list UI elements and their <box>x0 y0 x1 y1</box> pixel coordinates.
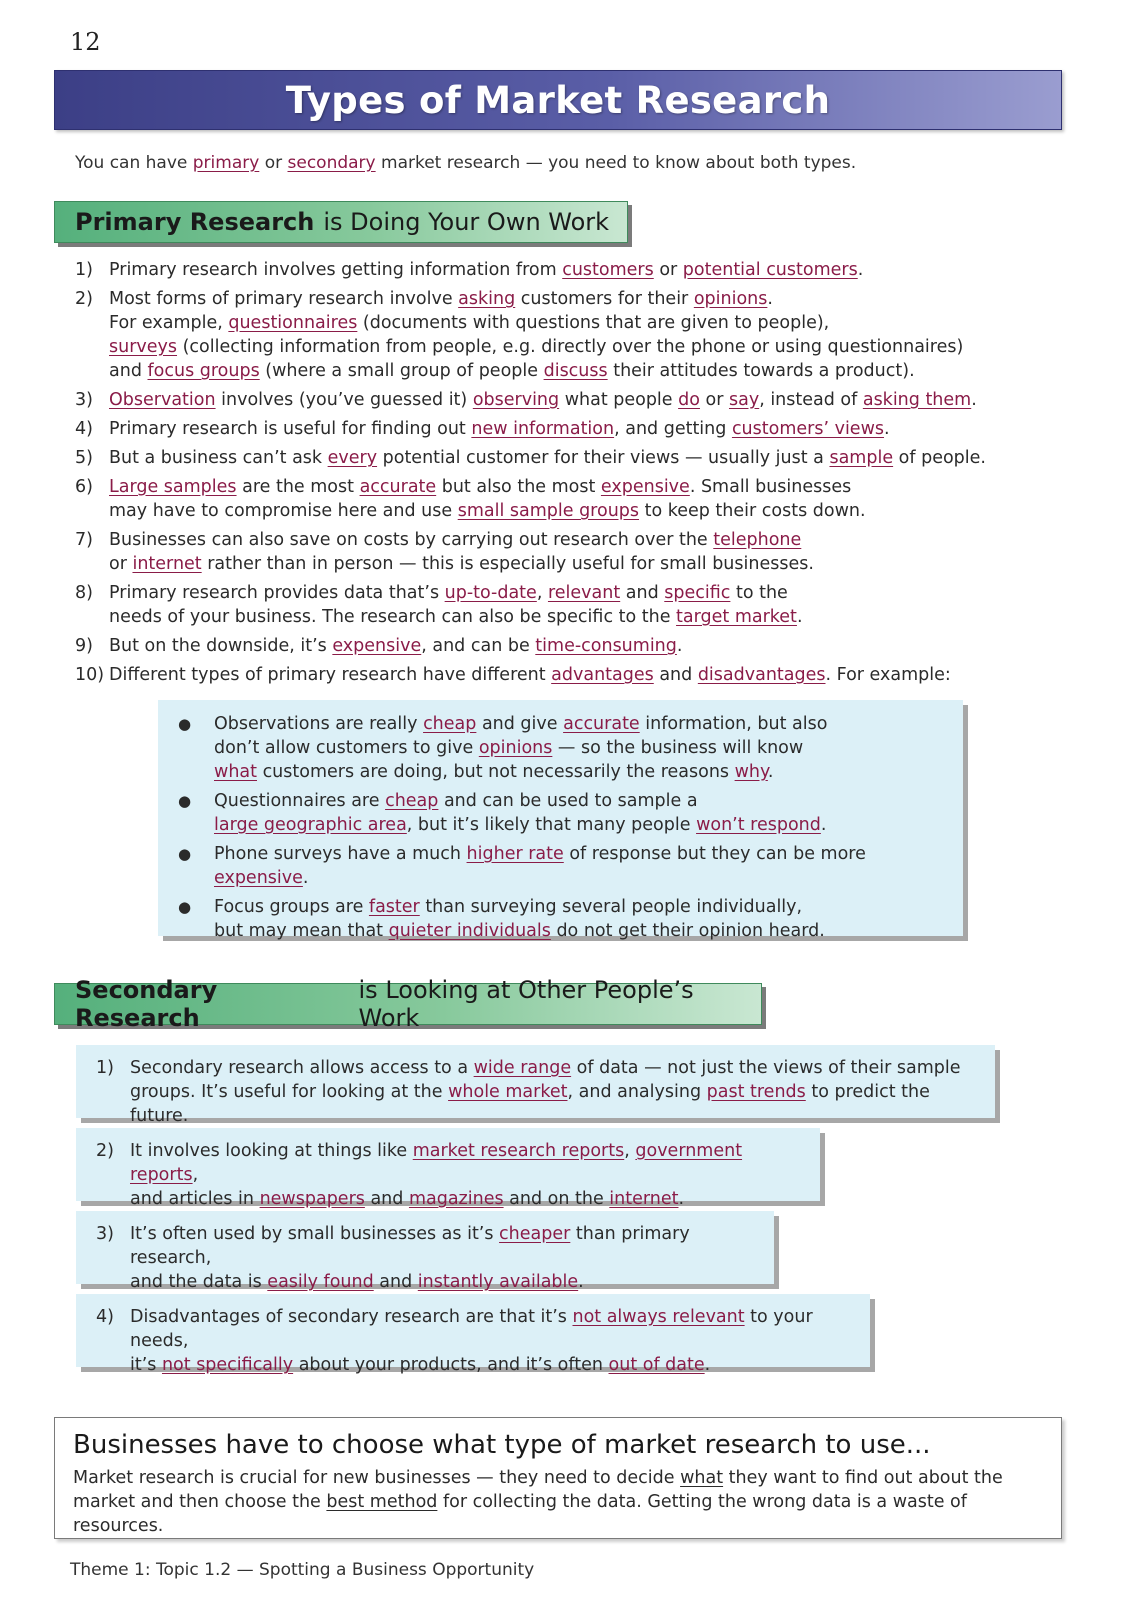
text-segment: and <box>653 665 698 685</box>
key-term: relevant <box>547 583 621 603</box>
item-text <box>214 789 826 837</box>
text-segment: of people. <box>893 448 986 468</box>
text-segment: (collecting information from people, e.g. directly over the phone or using questionnaires) <box>177 337 964 357</box>
item-text <box>109 581 803 629</box>
text-segment: , <box>192 1165 199 1185</box>
key-term: every <box>327 448 378 468</box>
list-item <box>75 663 1085 687</box>
key-term: out of date <box>608 1355 705 1375</box>
key-term: customers’ views <box>731 419 885 439</box>
key-term: instantly available <box>417 1272 579 1292</box>
text-segment: and <box>364 1189 409 1209</box>
text-segment: to keep their costs down. <box>639 501 866 521</box>
key-term: not specifically <box>161 1355 294 1375</box>
text-segment: customers are doing, but not necessarily the reasons <box>257 762 735 782</box>
text-segment: of data — not just the views of their sample <box>571 1058 961 1078</box>
list-item <box>178 842 943 890</box>
secondary-point-box <box>76 1294 870 1375</box>
list-item <box>75 528 1085 576</box>
key-term: say <box>728 390 760 410</box>
item-text <box>130 1222 754 1294</box>
text-segment: it’s <box>130 1355 162 1375</box>
text-segment: . <box>678 1189 685 1209</box>
key-term: cheap <box>385 791 439 811</box>
primary-examples-box <box>158 700 963 941</box>
item-text <box>109 528 814 576</box>
text-segment: It involves looking at things like <box>130 1141 413 1161</box>
text-segment: and the data is <box>130 1272 268 1292</box>
text-segment: rather than in person — this is especially useful for small businesses. <box>201 554 814 574</box>
text-segment: Secondary research allows access to a <box>130 1058 474 1078</box>
text-segment: Primary research involves getting information from <box>109 260 563 280</box>
key-term: past trends <box>706 1082 806 1102</box>
key-term: small sample groups <box>457 501 640 521</box>
page-footer: Theme 1: Topic 1.2 — Spotting a Business Opportunity <box>70 1560 535 1580</box>
text-segment: are the most <box>236 477 360 497</box>
text-segment: . For example: <box>825 665 951 685</box>
key-term: internet <box>609 1189 679 1209</box>
list-item <box>96 1222 754 1294</box>
text-segment: Market research is crucial for new businesses — they need to decide <box>73 1468 681 1488</box>
text-segment: , but it’s likely that many people <box>406 815 697 835</box>
key-term: do <box>678 390 700 410</box>
key-term: whole market <box>448 1082 568 1102</box>
key-term: telephone <box>713 530 802 550</box>
item-text <box>109 475 866 523</box>
key-term: focus groups <box>147 361 260 381</box>
item-text <box>109 258 863 282</box>
list-item <box>178 712 943 784</box>
text-segment: they want to find out about the <box>723 1468 1003 1488</box>
key-term: higher rate <box>466 844 564 864</box>
key-term: specific <box>664 583 731 603</box>
text-segment: and <box>620 583 665 603</box>
bullet-icon: ● <box>178 898 192 916</box>
key-term: market research reports <box>412 1141 625 1161</box>
list-item <box>75 634 1085 658</box>
key-term: discuss <box>543 361 608 381</box>
text-segment: potential customer for their views — usually just a <box>377 448 830 468</box>
secondary-point-box <box>76 1045 995 1126</box>
text-segment: than primary research, <box>130 1224 690 1268</box>
text-segment: For example, <box>109 313 229 333</box>
list-item <box>75 258 1085 282</box>
text-segment: Disadvantages of secondary research are that it’s <box>130 1307 573 1327</box>
text-segment: , and analysing <box>567 1082 707 1102</box>
text-segment: Focus groups are <box>214 897 369 917</box>
item-text <box>130 1056 975 1128</box>
intro-text-segment: You can have <box>75 153 193 173</box>
key-term: opinions <box>693 289 768 309</box>
primary-heading-bold: Primary Research <box>75 208 315 236</box>
primary-examples-list <box>178 712 943 943</box>
text-segment: . <box>302 868 309 888</box>
key-term: expensive <box>600 477 690 497</box>
secondary-research-heading <box>54 976 762 1032</box>
item-text <box>109 634 682 658</box>
text-segment: Primary research is useful for finding out <box>109 419 472 439</box>
secondary-point-box <box>76 1211 774 1292</box>
key-term: expensive <box>214 868 303 888</box>
item-number: 1) <box>96 1058 114 1078</box>
key-term: target market <box>676 607 797 627</box>
list-item <box>96 1056 975 1128</box>
text-segment: but also the most <box>436 477 601 497</box>
text-segment: for collecting the data. Getting the wrong data is a waste of resources. <box>73 1492 967 1536</box>
key-term: time-consuming <box>535 636 677 656</box>
list-item <box>75 388 1085 412</box>
list-item <box>96 1139 800 1211</box>
secondary-point-box <box>76 1128 820 1209</box>
key-term: not always relevant <box>572 1307 745 1327</box>
list-item <box>75 581 1085 629</box>
list-item <box>178 895 943 943</box>
text-segment: to the <box>730 583 788 603</box>
text-segment: . <box>796 607 803 627</box>
text-segment: . <box>767 289 773 309</box>
key-term: what <box>680 1468 724 1488</box>
intro-text <box>75 153 856 173</box>
text-segment: , and can be <box>421 636 536 656</box>
bullet-icon: ● <box>178 845 192 863</box>
text-segment: their attitudes towards a product). <box>607 361 915 381</box>
page-title: Types of Market Research <box>285 78 831 122</box>
key-term: newspapers <box>259 1189 365 1209</box>
item-number: 9) <box>75 636 93 656</box>
key-term: Observation <box>109 390 216 410</box>
list-item <box>75 287 1085 383</box>
text-segment: Observations are really <box>214 714 424 734</box>
text-segment: . <box>676 636 683 656</box>
text-segment: don’t allow customers to give <box>214 738 479 758</box>
secondary-heading-bold: Secondary Research <box>75 976 218 1032</box>
text-segment: It’s often used by small businesses as it’s <box>130 1224 500 1244</box>
key-term: government reports <box>130 1141 743 1185</box>
summary-box <box>54 1417 1062 1539</box>
text-segment: , instead of <box>759 390 863 410</box>
key-term: internet <box>132 554 202 574</box>
item-text <box>130 1305 850 1377</box>
text-segment: , and getting <box>614 419 732 439</box>
list-item <box>75 446 1085 470</box>
text-segment: . <box>767 762 774 782</box>
text-segment: — so the business will know <box>552 738 804 758</box>
text-segment: . <box>704 1355 711 1375</box>
text-segment: But on the downside, it’s <box>109 636 333 656</box>
key-term: easily found <box>267 1272 374 1292</box>
text-segment: market and then choose the <box>73 1492 327 1512</box>
key-term: best method <box>326 1492 438 1512</box>
item-number: 4) <box>75 419 93 439</box>
text-segment: customers for their <box>515 289 694 309</box>
primary-research-list <box>75 258 1085 692</box>
key-term: wide range <box>473 1058 572 1078</box>
text-segment: Different types of primary research have different <box>109 665 552 685</box>
key-term: advantages <box>551 665 654 685</box>
text-segment: (where a small group of people <box>259 361 544 381</box>
item-number: 3) <box>96 1224 114 1244</box>
list-item <box>75 417 1085 441</box>
text-segment: needs of your business. The research can also be specific to the <box>109 607 677 627</box>
text-segment: or <box>699 390 729 410</box>
text-segment: than surveying several people individually, <box>419 897 803 917</box>
key-term: won’t respond <box>696 815 821 835</box>
key-term: cheaper <box>499 1224 571 1244</box>
text-segment: but may mean that <box>214 921 389 941</box>
text-segment: . <box>820 815 827 835</box>
key-term: questionnaires <box>228 313 358 333</box>
text-segment: and articles in <box>130 1189 260 1209</box>
key-term: potential customers <box>682 260 858 280</box>
item-text <box>109 388 977 412</box>
key-term: quieter individuals <box>388 921 551 941</box>
intro-keyword-primary: primary <box>192 153 260 173</box>
key-term: magazines <box>408 1189 504 1209</box>
text-segment: . <box>578 1272 584 1292</box>
item-number: 1) <box>75 260 93 280</box>
item-number: 2) <box>96 1141 114 1161</box>
text-segment: (documents with questions that are given to people), <box>357 313 830 333</box>
text-segment: Most forms of primary research involve <box>109 289 459 309</box>
page-title-banner <box>54 70 1062 130</box>
item-text <box>109 287 963 383</box>
text-segment: Phone surveys have a much <box>214 844 467 864</box>
intro-text-segment: market research — you need to know about both types. <box>375 153 857 173</box>
item-number: 8) <box>75 583 93 603</box>
text-segment: Businesses can also save on costs by carrying out research over the <box>109 530 714 550</box>
key-term: opinions <box>478 738 553 758</box>
text-segment: . <box>884 419 890 439</box>
key-term: surveys <box>109 337 178 357</box>
text-segment: Questionnaires are <box>214 791 386 811</box>
key-term: accurate <box>563 714 640 734</box>
item-text <box>109 417 890 441</box>
text-segment: Primary research provides data that’s <box>109 583 445 603</box>
item-text <box>214 712 827 784</box>
text-segment: and give <box>476 714 564 734</box>
item-number: 3) <box>75 390 93 410</box>
key-term: sample <box>829 448 894 468</box>
item-number: 5) <box>75 448 93 468</box>
text-segment: to your needs, <box>130 1307 813 1351</box>
key-term: customers <box>562 260 654 280</box>
intro-text-segment: or <box>259 153 288 173</box>
text-segment: may have to compromise here and use <box>109 501 458 521</box>
text-segment: and <box>373 1272 418 1292</box>
key-term: new information <box>471 419 615 439</box>
item-text <box>214 842 943 890</box>
text-segment: of response but they can be more <box>563 844 866 864</box>
item-text <box>214 895 825 943</box>
text-segment: or <box>653 260 683 280</box>
item-text <box>109 663 951 687</box>
text-segment: involves (you’ve guessed it) <box>215 390 473 410</box>
key-term: up-to-date <box>444 583 537 603</box>
key-term: asking <box>458 289 516 309</box>
text-segment: and on the <box>503 1189 610 1209</box>
bullet-icon: ● <box>178 715 192 733</box>
text-segment: , <box>536 583 548 603</box>
item-number: 4) <box>96 1307 114 1327</box>
item-text <box>109 446 986 470</box>
key-term: observing <box>472 390 560 410</box>
text-segment: groups. It’s useful for looking at the <box>130 1082 449 1102</box>
key-term: Large samples <box>109 477 237 497</box>
key-term: expensive <box>332 636 422 656</box>
item-text <box>130 1139 800 1211</box>
bullet-icon: ● <box>178 792 192 810</box>
key-term: what <box>214 762 257 782</box>
primary-heading-rest: is Doing Your Own Work <box>323 208 610 236</box>
list-item <box>96 1305 850 1377</box>
item-number: 2) <box>75 289 93 309</box>
secondary-heading-rest: is Looking at Other People’s Work <box>358 976 694 1032</box>
summary-title: Businesses have to choose what type of market research to use... <box>73 1430 931 1460</box>
text-segment: . Small businesses <box>689 477 852 497</box>
text-segment: . <box>971 390 977 410</box>
key-term: disadvantages <box>697 665 826 685</box>
text-segment: or <box>109 554 133 574</box>
primary-research-heading <box>54 201 628 243</box>
text-segment: But a business can’t ask <box>109 448 328 468</box>
key-term: faster <box>368 897 420 917</box>
text-segment: . <box>857 260 864 280</box>
text-segment: to predict the future. <box>130 1082 930 1126</box>
key-term: cheap <box>423 714 477 734</box>
list-item <box>75 475 1085 523</box>
text-segment: about your products, and it’s often <box>293 1355 609 1375</box>
key-term: asking them <box>862 390 972 410</box>
key-term: large geographic area <box>214 815 407 835</box>
text-segment: , <box>624 1141 636 1161</box>
text-segment: what people <box>559 390 679 410</box>
key-term: accurate <box>359 477 437 497</box>
page-number: 12 <box>70 28 101 56</box>
text-segment: and <box>109 361 148 381</box>
item-number: 7) <box>75 530 93 550</box>
text-segment: do not get their opinion heard. <box>550 921 825 941</box>
item-number: 10) <box>75 665 105 685</box>
summary-text <box>73 1466 1043 1538</box>
item-number: 6) <box>75 477 93 497</box>
intro-keyword-secondary: secondary <box>287 153 376 173</box>
key-term: why <box>734 762 768 782</box>
text-segment: and can be used to sample a <box>438 791 698 811</box>
list-item <box>178 789 943 837</box>
text-segment: information, but also <box>639 714 828 734</box>
